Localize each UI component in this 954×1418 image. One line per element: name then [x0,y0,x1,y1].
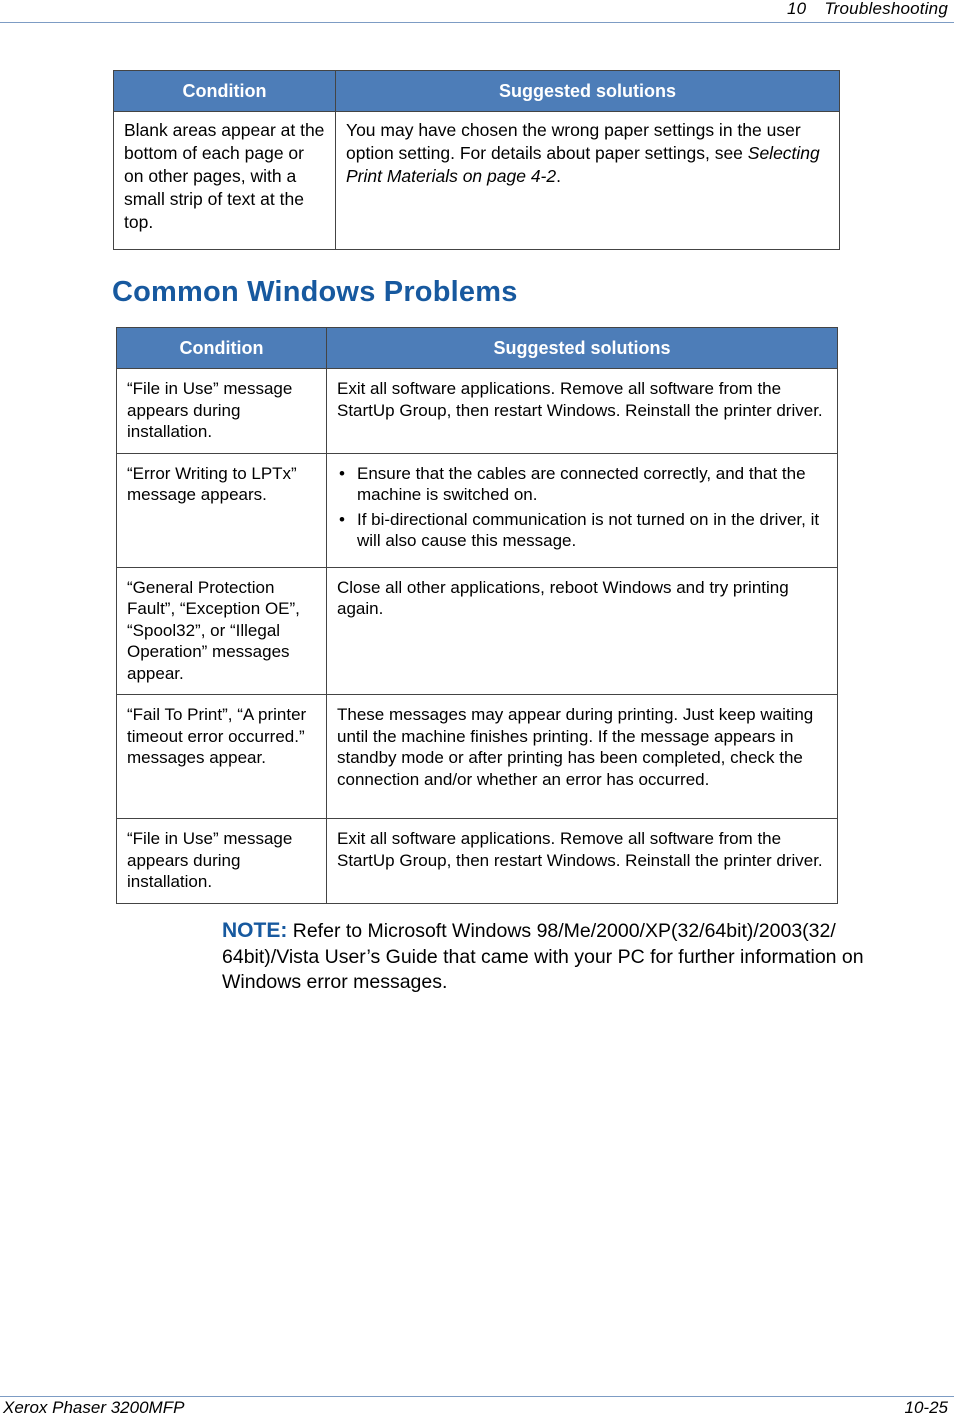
table-row [117,695,838,819]
solutions-header: Suggested solutions [336,71,840,112]
table-header-row [117,328,838,369]
condition-cell: “File in Use” message appears during installation. [117,819,327,904]
table-row [117,453,838,567]
condition-cell: “General Protection Fault”, “Exception OE”, “Spool32”, or “Illegal Operation” messages appear. [117,567,327,695]
solutions-header: Suggested solutions [327,328,838,369]
condition-cell: Blank areas appear at the bottom of each page or on other pages, with a small strip of text at the top. [114,112,336,250]
condition-cell: “Error Writing to LPTx” message appears. [117,453,327,567]
solution-end: . [556,166,561,186]
condition-cell: “Fail To Print”, “A printer timeout error occurred.” messages appear. [117,695,327,819]
footer-divider [0,1396,954,1397]
chapter-title: Troubleshooting [824,0,948,18]
condition-header: Condition [114,71,336,112]
section-title: Common Windows Problems [112,276,518,308]
table-row [117,819,838,904]
chapter-number: 10 [787,0,807,18]
solution-text: You may have chosen the wrong paper settings in the user option setting. For details about paper settings, see [346,120,801,163]
solution-cell: Exit all software applications. Remove all software from the StartUp Group, then restart Windows. Reinstall the printer driver. [327,369,838,454]
printing-problems-table [113,70,840,250]
solution-cell: Close all other applications, reboot Windows and try printing again. [327,567,838,695]
header-divider [0,22,954,23]
table-header-row [114,71,840,112]
running-header [787,0,948,19]
footer-product-name: Xerox Phaser 3200MFP [3,1398,185,1417]
note-paragraph [222,918,937,996]
table-row [117,567,838,695]
solution-bullet-list [337,463,827,552]
solution-cell [336,112,840,250]
solution-cell [327,453,838,567]
table-row [117,369,838,454]
note-text: Refer to Microsoft Windows 98/Me/2000/XP(32/64bit)/2003(32/ 64bit)/Vista User’s Guide that came with your PC for further information on Windows error messages. [222,920,864,993]
solution-cell: These messages may appear during printing. Just keep waiting until the machine finishes printing. If the message appears in standby mode or after printing has been completed, check the connection and/or whether an error has occurred. [327,695,838,819]
list-item: • Ensure that the cables are connected correctly, and that the machine is switched on. [337,463,827,506]
solution-cell: Exit all software applications. Remove all software from the StartUp Group, then restart Windows. Reinstall the printer driver. [327,819,838,904]
table-row [114,112,840,250]
list-item: • If bi-directional communication is not turned on in the driver, it will also cause this message. [337,509,827,552]
note-label: NOTE: [222,919,288,942]
footer-page-number: 10-25 [904,1398,948,1417]
condition-header: Condition [117,328,327,369]
page-reference-link[interactable]: Selecting Print Materials on page 4-2 [346,143,820,186]
condition-cell: “File in Use” message appears during installation. [117,369,327,454]
windows-problems-table [116,327,838,904]
